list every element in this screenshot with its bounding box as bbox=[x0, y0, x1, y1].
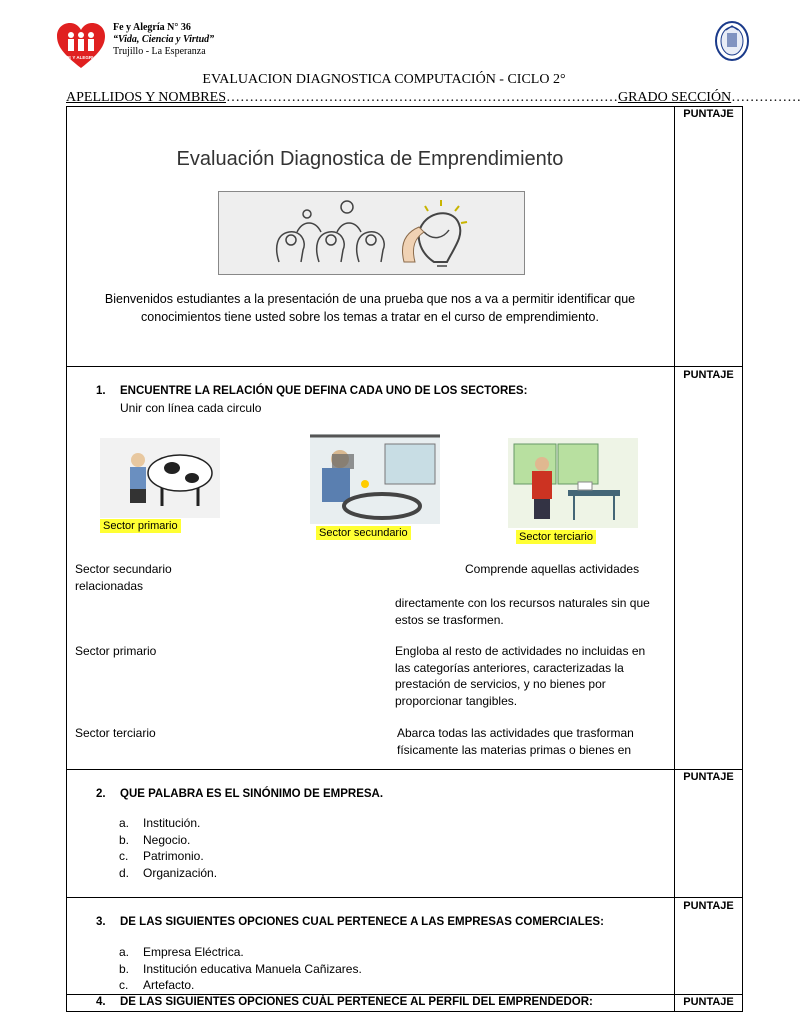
names-blank[interactable]: ………………………………………………………………………… bbox=[225, 90, 618, 105]
question-1-instruction: Unir con línea cada circulo bbox=[120, 401, 262, 415]
grade-label: GRADO SECCIÓN bbox=[617, 90, 732, 105]
option-a[interactable] bbox=[119, 944, 362, 961]
question-text: QUE PALABRA ES EL SINÓNIMO DE EMPRESA. bbox=[120, 788, 384, 800]
option-letter: b. bbox=[119, 832, 130, 847]
question-number: 2. bbox=[96, 788, 106, 800]
names-label: APELLIDOS Y NOMBRES bbox=[66, 90, 226, 105]
sector-tertiary-label: Sector terciario bbox=[516, 530, 596, 544]
right-item-2[interactable]: Engloba al resto de actividades no incluidas en las categorías anteriores, caracterizadas la prestación de servicios, y no bienes por proporcionar tangibles. bbox=[395, 644, 646, 708]
question-number: 3. bbox=[96, 916, 106, 928]
sector-primary-label: Sector primario bbox=[100, 519, 181, 533]
right-item-1b: directamente con los recursos naturales sin que estos se trasformen. bbox=[395, 596, 650, 627]
question-number: 4. bbox=[96, 996, 106, 1008]
question-number: 1. bbox=[96, 385, 106, 397]
option-letter: c. bbox=[119, 978, 129, 992]
score-label: PUNTAJE bbox=[683, 900, 734, 912]
school-logo bbox=[55, 22, 107, 70]
question-3-options bbox=[119, 944, 362, 994]
left-item-3[interactable]: Sector terciario bbox=[75, 726, 156, 740]
question-1-title bbox=[96, 385, 527, 397]
option-b[interactable] bbox=[119, 961, 362, 978]
question-4-title bbox=[96, 996, 593, 1008]
document-title: EVALUACION DIAGNOSTICA COMPUTACIÓN - CICLO 2° bbox=[202, 72, 566, 87]
right-item-3[interactable]: Abarca todas las actividades que trasforman físicamente las materias primas o bienes en bbox=[397, 726, 634, 757]
svg-text:FE Y ALEGRIA: FE Y ALEGRIA bbox=[65, 55, 97, 60]
school-name: Fe y Alegría N° 36 bbox=[113, 22, 191, 33]
option-letter: b. bbox=[119, 961, 130, 976]
question-2-options bbox=[119, 815, 217, 881]
score-label: PUNTAJE bbox=[683, 996, 734, 1008]
sector-tertiary-image bbox=[508, 438, 638, 544]
score-label: PUNTAJE bbox=[683, 369, 734, 381]
sector-secondary-image bbox=[310, 434, 440, 540]
option-text: Negocio. bbox=[143, 832, 191, 847]
left-item-1[interactable]: Sector secundario bbox=[75, 562, 172, 576]
sector-primary-image bbox=[100, 438, 220, 533]
score-label: PUNTAJE bbox=[683, 771, 734, 783]
left-item-2[interactable]: Sector primario bbox=[75, 644, 157, 658]
question-text: DE LAS SIGUIENTES OPCIONES CUÁL PERTENECE AL PERFIL DEL EMPRENDEDOR: bbox=[120, 996, 593, 1008]
score-label: PUNTAJE bbox=[683, 108, 734, 120]
left-item-1-cont: relacionadas bbox=[75, 579, 144, 593]
row-divider bbox=[66, 366, 743, 367]
score-column-divider bbox=[674, 106, 675, 1012]
option-text: Patrimonio. bbox=[143, 849, 204, 863]
right-item-1a[interactable]: Comprende aquellas actividades bbox=[465, 562, 640, 576]
question-3-title bbox=[96, 916, 604, 928]
school-location: Trujillo - La Esperanza bbox=[113, 46, 206, 57]
sector-secondary-label: Sector secundario bbox=[316, 526, 411, 540]
option-text: Institución educativa Manuela Cañizares. bbox=[143, 961, 362, 976]
section-title: Evaluación Diagnostica de Emprendimiento bbox=[176, 148, 564, 170]
option-letter: d. bbox=[119, 865, 130, 880]
row-divider bbox=[66, 994, 743, 995]
option-letter: a. bbox=[119, 945, 130, 959]
option-text: Artefacto. bbox=[143, 978, 195, 992]
option-letter: a. bbox=[119, 816, 130, 830]
option-d[interactable] bbox=[119, 865, 217, 882]
option-b[interactable] bbox=[119, 832, 217, 849]
option-text: Empresa Eléctrica. bbox=[143, 945, 244, 959]
lightbulb-banner-image bbox=[218, 191, 525, 275]
option-c[interactable] bbox=[119, 848, 217, 865]
grade-blank[interactable]: …………… bbox=[731, 90, 801, 105]
option-a[interactable] bbox=[119, 815, 217, 832]
option-letter: c. bbox=[119, 849, 129, 863]
school-motto: “Vida, Ciencia y Virtud” bbox=[113, 34, 215, 45]
seal-logo bbox=[714, 20, 750, 62]
intro-paragraph: Bienvenidos estudiantes a la presentación de una prueba que nos a va a permitir identificar que conocimientos tiene usted sobre los temas a tratar en el curso de emprendimiento. bbox=[104, 292, 636, 324]
question-text: DE LAS SIGUIENTES OPCIONES CUAL PERTENECE A LAS EMPRESAS COMERCIALES: bbox=[120, 916, 604, 928]
row-divider bbox=[66, 769, 743, 770]
row-divider bbox=[66, 897, 743, 898]
option-text: Organización. bbox=[143, 865, 218, 880]
student-fields-line bbox=[66, 90, 801, 106]
option-c[interactable] bbox=[119, 977, 362, 994]
question-2-title bbox=[96, 788, 383, 800]
question-text: ENCUENTRE LA RELACIÓN QUE DEFINA CADA UNO DE LOS SECTORES: bbox=[120, 385, 528, 397]
option-text: Institución. bbox=[143, 816, 201, 830]
school-info bbox=[113, 22, 214, 58]
